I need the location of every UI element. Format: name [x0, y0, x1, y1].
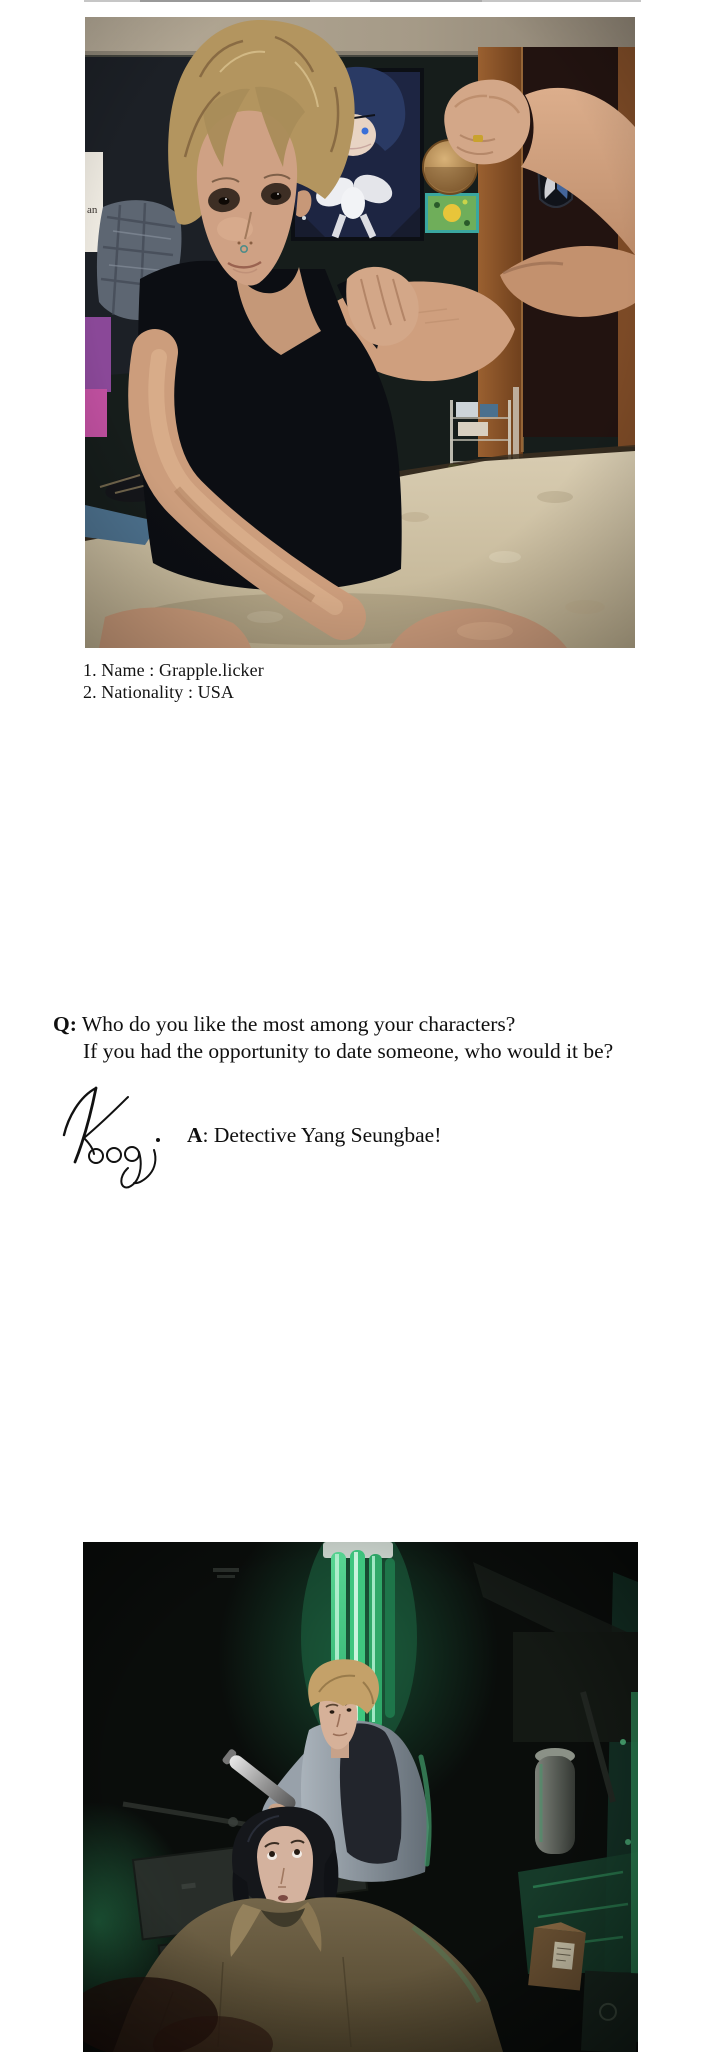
previous-panel-edge-mid-segment: [370, 0, 482, 2]
profile-nationality-line: 2. Nationality : USA: [83, 681, 234, 702]
photo-vignette: [83, 1542, 638, 2052]
answer-block: [187, 1122, 441, 1148]
question-line-2: If you had the opportunity to date someone, who would it be?: [83, 1038, 614, 1063]
answer-text: : Detective Yang Seungbae!: [202, 1123, 442, 1147]
previous-panel-edge-dark-segment: [140, 0, 310, 2]
cosplayer-profile-photo: [85, 17, 635, 648]
photo-vignette: [85, 17, 635, 648]
profile-name-line: 1. Name : Grapple.licker: [83, 660, 264, 680]
basement-cosplay-photo: [83, 1542, 638, 2052]
profile-caption: [83, 660, 264, 703]
koogi-signature: [44, 1082, 194, 1207]
question-label: Q:: [53, 1012, 77, 1036]
previous-panel-edge: [84, 0, 641, 2]
answer-label: A: [187, 1123, 203, 1147]
question-line-1: Q: Who do you like the most among your characters?: [53, 1012, 516, 1036]
question-block: [53, 1011, 613, 1064]
